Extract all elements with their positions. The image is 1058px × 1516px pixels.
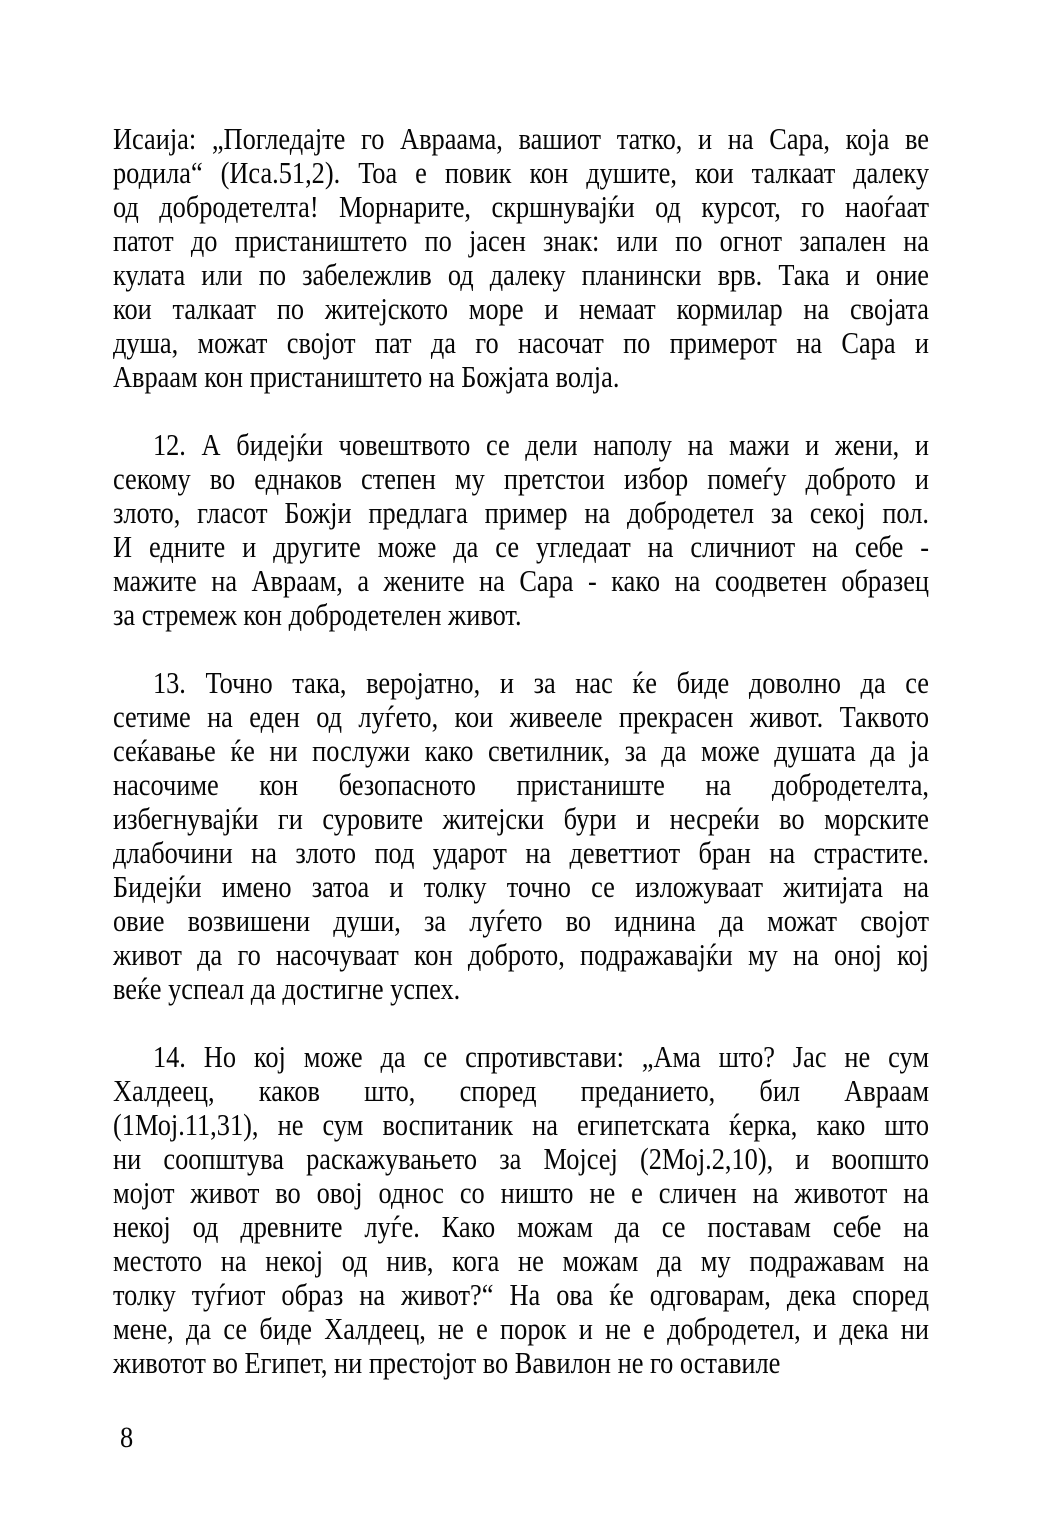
text-line: патот до пристаништето по јасен знак: или по огнот запален на [113,223,929,258]
paragraph [113,428,929,632]
text-line: ни соопштува раскажувањето за Мојсеј (2Мој.2,10), и воопшто [113,1141,929,1176]
text-line: некој од древните луѓе. Како можам да се поставам себе на [113,1209,929,1244]
text-line: сетиме на еден од луѓето, кои живееле прекрасен живот. Таквото [113,699,929,734]
text-line: Авраам кон пристаништето на Божјата волја. [113,359,620,394]
text-line: (1Мој.11,31), не сум воспитаник на египетската ќерка, како што [113,1107,929,1142]
body-text [113,122,929,1380]
text-line: секому во еднаков степен му претстои избор помеѓу доброто и [113,461,929,496]
text-line: насочиме кон безопасното пристаниште на добродетелта, [113,767,929,802]
text-line: од добродетелта! Морнарите, скршнувајќи од курсот, го наоѓаат [113,189,929,224]
text-line: живот да го насочуваат кон доброто, подражавајќи му на оној кој [113,937,929,972]
page-number: 8 [120,1421,134,1454]
text-line: И едните и другите може да се угледаат на сличниот на себе - [113,529,929,564]
text-line: Исаија: „Погледајте го Авраама, вашиот татко, и на Сара, која ве [113,121,929,156]
text-line: животот во Египет, ни престојот во Вавилон не го оставиле [113,1345,781,1380]
text-line: мојот живот во овој однос со ништо не е сличен на животот на [113,1175,929,1210]
text-line: сеќавање ќе ни послужи како светилник, за да може душата да ја [113,733,929,768]
text-line: длабочини на злото под ударот на деветтиот бран на страстите. [113,835,929,870]
text-line: веќе успеал да достигне успех. [113,971,461,1006]
text-line: избегнувајќи ги суровите житејски бури и несреќи во морските [113,801,929,836]
text-line: 13. Точно така, веројатно, и за нас ќе биде доволно да се [152,665,929,700]
paragraph [113,666,929,1006]
paragraph [113,1040,929,1380]
text-line: душа, можат својот пат да го насочат по примерот на Сара и [113,325,929,360]
text-line: Бидејќи имено затоа и толку точно се изложуваат житијата на [113,869,929,904]
text-line: злото, гласот Божји предлага пример на добродетел за секој пол. [113,495,929,530]
text-line: Халдеец, каков што, според преданието, бил Авраам [113,1073,929,1108]
text-line: родила“ (Иса.51,2). Тоа е повик кон душите, кои талкаат далеку [113,155,929,190]
text-line: толку туѓиот образ на живот?“ На ова ќе одговарам, дека според [113,1277,929,1312]
text-line: кои талкаат по житејското море и немаат кормилар на својата [113,291,929,326]
text-line: 12. А бидејќи човештвото се дели наполу на мажи и жени, и [152,427,929,462]
text-line: мене, да се биде Халдеец, не е порок и не е добродетел, и дека ни [113,1311,929,1346]
text-line: 14. Но кој може да се спротивстави: „Ама што? Јас не сум [152,1039,929,1074]
text-line: за стремеж кон добродетелен живот. [113,597,522,632]
text-line: кулата или по забележлив од далеку планински врв. Така и оние [113,257,929,292]
text-line: мажите на Авраам, а жените на Сара - како на соодветен образец [113,563,929,598]
paragraph [113,122,929,394]
text-line: местото на некој од нив, кога не можам да му подражавам на [113,1243,929,1278]
text-line: овие возвишени души, за луѓето во иднина да можат својот [113,903,929,938]
